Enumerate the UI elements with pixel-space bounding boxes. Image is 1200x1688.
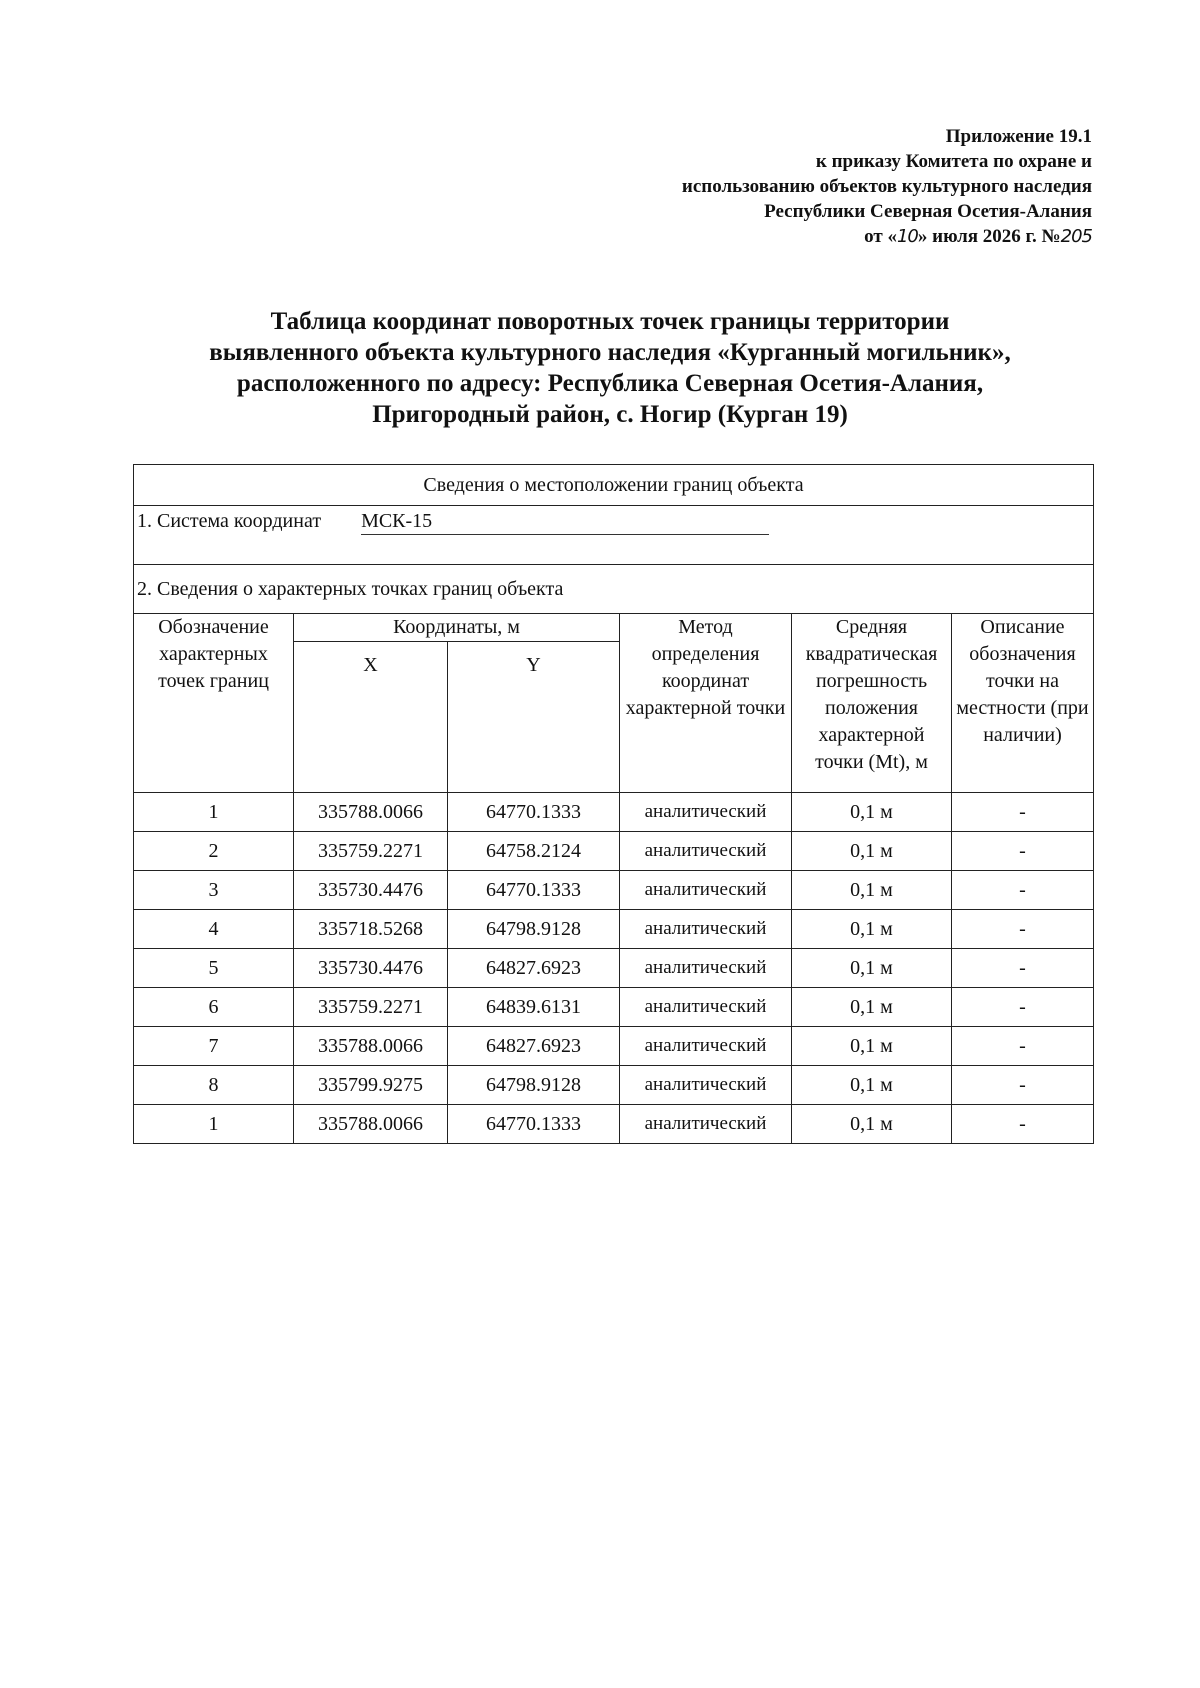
table-header-row [134, 465, 1094, 506]
cell-y: 64758.2124 [448, 832, 620, 871]
cell-x: 335788.0066 [294, 793, 448, 832]
cell-description: - [952, 832, 1094, 871]
col-coordinates-header: Координаты, м [294, 614, 620, 642]
cell-description: - [952, 1105, 1094, 1144]
date-middle: » июля 2026 г. № [917, 226, 1061, 247]
cell-error: 0,1 м [792, 793, 952, 832]
cell-error: 0,1 м [792, 1105, 952, 1144]
cell-method: аналитический [620, 988, 792, 1027]
date-day-handwritten: 10 [896, 226, 918, 247]
col-y-header: Y [448, 642, 620, 793]
table-row [134, 793, 1094, 832]
cell-x: 335759.2271 [294, 988, 448, 1027]
date-prefix: от « [864, 226, 897, 247]
table-row [134, 949, 1094, 988]
table-row [134, 871, 1094, 910]
coordinate-system-row [134, 506, 1094, 565]
cell-point: 7 [134, 1027, 294, 1066]
cell-y: 64827.6923 [448, 1027, 620, 1066]
cell-x: 335788.0066 [294, 1105, 448, 1144]
cell-point: 3 [134, 871, 294, 910]
cell-description: - [952, 1027, 1094, 1066]
cell-y: 64770.1333 [448, 871, 620, 910]
table-row [134, 1105, 1094, 1144]
col-description-header: Описание обозначения точки на местности (при наличии) [952, 614, 1094, 793]
cell-error: 0,1 м [792, 949, 952, 988]
cell-y: 64839.6131 [448, 988, 620, 1027]
table-header: Сведения о местоположении границ объекта [134, 465, 1094, 506]
title-line-3: расположенного по адресу: Республика Северная Осетия-Алания, [236, 370, 984, 397]
points-section-title: 2. Сведения о характерных точках границ объекта [134, 565, 1094, 614]
cell-description: - [952, 1066, 1094, 1105]
cell-point: 1 [134, 793, 294, 832]
cell-y: 64798.9128 [448, 910, 620, 949]
cell-error: 0,1 м [792, 871, 952, 910]
cell-description: - [952, 988, 1094, 1027]
cell-description: - [952, 910, 1094, 949]
cell-error: 0,1 м [792, 910, 952, 949]
col-error-header: Средняя квадратическая погрешность положения характерной точки (Mt), м [792, 614, 952, 793]
col-method-header: Метод определения координат характерной точки [620, 614, 792, 793]
column-header-row-1 [134, 614, 1094, 642]
cell-point: 4 [134, 910, 294, 949]
cell-method: аналитический [620, 1105, 792, 1144]
cell-error: 0,1 м [792, 1027, 952, 1066]
cell-x: 335759.2271 [294, 832, 448, 871]
table-row [134, 832, 1094, 871]
annex-header [532, 124, 1092, 249]
cell-description: - [952, 871, 1094, 910]
annex-order-ref: к приказу Комитета по охране и [815, 151, 1092, 172]
table-row [134, 1027, 1094, 1066]
cell-y: 64770.1333 [448, 793, 620, 832]
title-line-4: Пригородный район, с. Ногир (Курган 19) [372, 401, 848, 428]
cell-method: аналитический [620, 832, 792, 871]
col-x-header: X [294, 642, 448, 793]
cell-method: аналитический [620, 910, 792, 949]
points-section-row [134, 565, 1094, 614]
cell-method: аналитический [620, 949, 792, 988]
col-designation-header: Обозначение характерных точек границ [134, 614, 294, 793]
cell-description: - [952, 949, 1094, 988]
cell-description: - [952, 793, 1094, 832]
document-title [140, 306, 1080, 430]
cell-method: аналитический [620, 871, 792, 910]
cell-y: 64770.1333 [448, 1105, 620, 1144]
cell-method: аналитический [620, 793, 792, 832]
cell-point: 6 [134, 988, 294, 1027]
title-line-1: Таблица координат поворотных точек границы территории [270, 308, 950, 335]
cell-y: 64798.9128 [448, 1066, 620, 1105]
cell-error: 0,1 м [792, 988, 952, 1027]
order-number-handwritten: 205 [1060, 226, 1092, 247]
coordinate-system-label: 1. Система координат [137, 510, 322, 532]
cell-error: 0,1 м [792, 832, 952, 871]
cell-method: аналитический [620, 1066, 792, 1105]
table-row [134, 988, 1094, 1027]
cell-point: 8 [134, 1066, 294, 1105]
cell-point: 2 [134, 832, 294, 871]
cell-point: 5 [134, 949, 294, 988]
cell-x: 335788.0066 [294, 1027, 448, 1066]
annex-republic: Республики Северная Осетия-Алания [764, 201, 1092, 222]
cell-point: 1 [134, 1105, 294, 1144]
cell-x: 335730.4476 [294, 949, 448, 988]
coordinate-system-value: МСК-15 [361, 508, 769, 535]
cell-x: 335799.9275 [294, 1066, 448, 1105]
cell-x: 335730.4476 [294, 871, 448, 910]
cell-y: 64827.6923 [448, 949, 620, 988]
annex-number: Приложение 19.1 [945, 126, 1092, 147]
cell-x: 335718.5268 [294, 910, 448, 949]
cell-error: 0,1 м [792, 1066, 952, 1105]
table-row [134, 910, 1094, 949]
annex-committee: использованию объектов культурного наследия [681, 176, 1092, 197]
annex-date-line [532, 224, 1092, 249]
table-row [134, 1066, 1094, 1105]
cell-method: аналитический [620, 1027, 792, 1066]
coordinates-table [133, 464, 1094, 1144]
coordinate-system-cell [134, 506, 1094, 565]
title-line-2: выявленного объекта культурного наследия «Курганный могильник», [209, 339, 1011, 366]
